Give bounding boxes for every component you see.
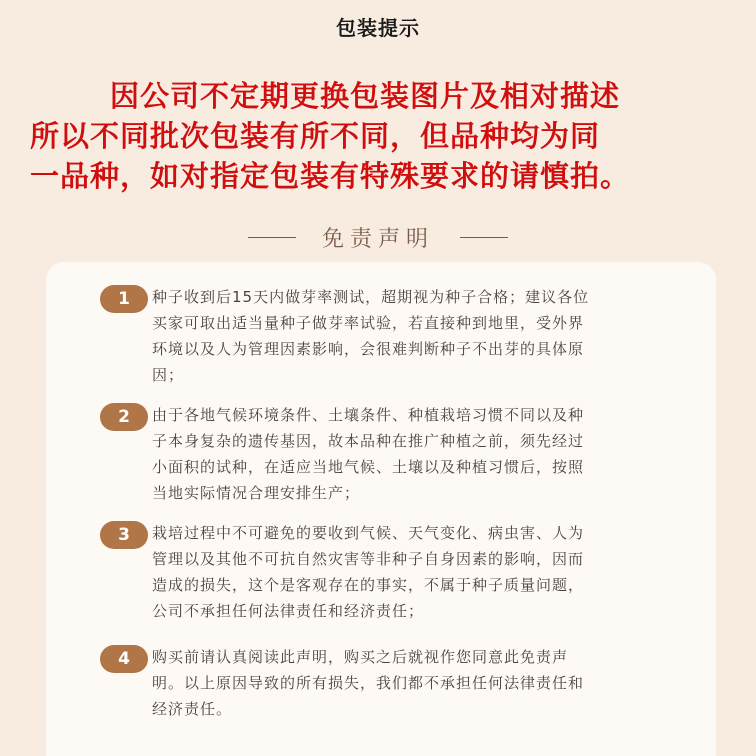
- notice-line-1: 因公司不定期更换包装图片及相对描述: [110, 79, 621, 113]
- item-line: 造成的损失，这个是客观存在的事实，不属于种子质量问题，: [152, 576, 585, 594]
- item-line: 栽培过程中不可避免的要收到气候、天气变化、病虫害、人为: [152, 524, 585, 542]
- item-number-badge: 4: [100, 645, 148, 673]
- heading-rule-left: [248, 237, 296, 238]
- item-line: 小面积的试种，在适应当地气候、土壤以及种植习惯后，按照: [152, 458, 585, 476]
- item-number-badge: 3: [100, 521, 148, 549]
- disclaimer-item-1: [152, 284, 692, 388]
- item-line: 明。以上原因导致的所有损失，我们都不承担任何法律责任和: [152, 674, 585, 692]
- item-line: 当地实际情况合理安排生产；: [152, 484, 361, 502]
- item-line: 种子收到后15天内做芽率测试，超期视为种子合格；建议各位: [152, 288, 590, 306]
- item-line: 经济责任。: [152, 700, 233, 718]
- item-line: 公司不承担任何法律责任和经济责任；: [152, 602, 425, 620]
- item-line: 因；: [152, 366, 185, 384]
- item-line: 由于各地气候环境条件、土壤条件、种植栽培习惯不同以及种: [152, 406, 585, 424]
- disclaimer-heading-text: 免责声明: [321, 226, 434, 252]
- disclaimer-item-4: [152, 644, 692, 722]
- item-number-badge: 2: [100, 403, 148, 431]
- item-number-badge: 1: [100, 285, 148, 313]
- item-line: 环境以及人为管理因素影响，会很难判断种子不出芽的具体原: [152, 340, 585, 358]
- packaging-notice: [30, 76, 740, 196]
- disclaimer-item-3: [152, 520, 692, 624]
- notice-line-3: 一品种，如对指定包装有特殊要求的请慎拍。: [30, 159, 631, 193]
- page-title: 包装提示: [336, 16, 420, 40]
- item-line: 管理以及其他不可抗自然灾害等非种子自身因素的影响，因而: [152, 550, 585, 568]
- disclaimer-heading: [0, 220, 756, 254]
- disclaimer-item-2: [152, 402, 692, 506]
- heading-rule-right: [460, 237, 508, 238]
- notice-line-2: 所以不同批次包装有所不同，但品种均为同: [30, 119, 601, 153]
- item-line: 买家可取出适当量种子做芽率试验，若直接种到地里，受外界: [152, 314, 585, 332]
- item-line: 子本身复杂的遗传基因，故本品种在推广种植之前，须先经过: [152, 432, 585, 450]
- item-line: 购买前请认真阅读此声明，购买之后就视作您同意此免责声: [152, 648, 569, 666]
